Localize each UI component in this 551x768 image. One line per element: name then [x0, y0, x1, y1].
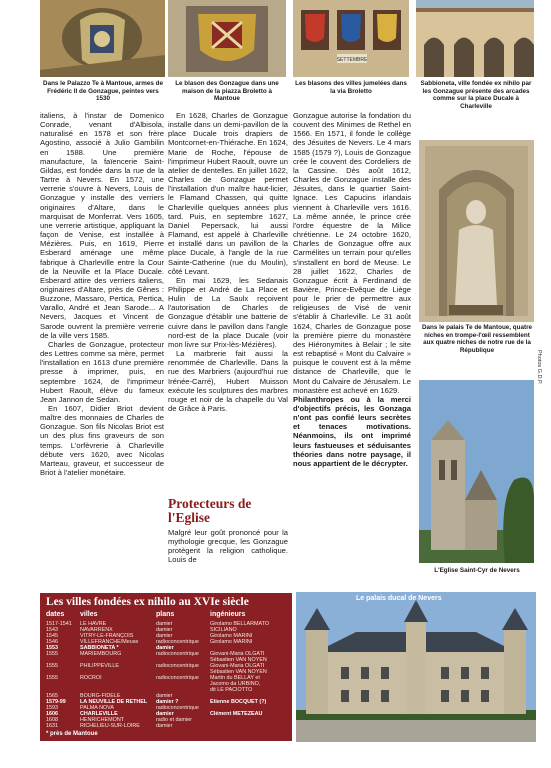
cell-ville: LE HAVRE: [80, 621, 107, 627]
cell-ville: VITRY-LE-FRANÇOIS: [80, 633, 134, 639]
niche-statue-image: [419, 140, 534, 322]
article-column-2b: [168, 528, 288, 565]
caption-palais-ducal: Le palais ducal de Nevers: [356, 595, 442, 602]
cell-date: 1565: [46, 693, 58, 699]
paragraph: Charles de Gonzague, protecteur des Lettres comme sa mère, permet l'installation en 1613 d'une première presse à imprimer, puis, en septembre 1624, de l'imprimeur Hubert Raoult, élève du fameux Jean Jannon de Sedan.: [40, 339, 164, 404]
cell-ingenieur: Girolamo MARINI: [210, 639, 253, 645]
cell-date: 1608: [46, 717, 58, 723]
cathedral-image: [419, 380, 534, 563]
cell-ingenieur: Etienne BOCQUET (?): [210, 699, 267, 705]
photo-palais-ducal-nevers: [296, 592, 536, 742]
cell-ingenieur: Giovani-Maria OLGATI: [210, 651, 265, 657]
street-sign-text: SETTEMBRE: [336, 57, 368, 63]
cell-plan: damier: [156, 627, 173, 633]
header-plans: plans: [156, 611, 175, 618]
photo-broletto-blason: [168, 0, 286, 77]
cell-ingenieur: Jacomo da URBINO,: [210, 681, 261, 687]
cell-ville: PHILIPPEVILLE: [80, 663, 119, 669]
cell-plan: damier: [156, 711, 174, 717]
cell-date: 1517-1541: [46, 621, 72, 627]
cell-date: 1545: [46, 633, 58, 639]
cell-plan: radioconcentrique: [156, 663, 199, 669]
cell-ville: HENRICHEMONT: [80, 717, 125, 723]
header-ingenieurs: ingénieurs: [210, 611, 246, 618]
cell-plan: radioconcentrique: [156, 651, 199, 657]
cell-plan: radioconcentrique: [156, 675, 199, 681]
cell-ingenieur: Giovani-Maria OLGATI: [210, 663, 265, 669]
cell-ville: SABBIONETA *: [80, 645, 119, 651]
caption-saint-cyr: L'Eglise Saint-Cyr de Nevers: [434, 567, 520, 574]
palace-image: [296, 592, 536, 742]
article-column-2: [168, 111, 288, 413]
cell-date: 1631: [46, 723, 58, 729]
arms-fresco-image: [40, 0, 165, 77]
paragraph: En 1628, Charles de Gonzague installe dans un demi-pavillon de la place Ducale trois drapiers de Montcornet-en-Thiérache. En 1624, Marie de Roche, l'épouse de l'imprimeur Hubert Raoult, ouvre un atelier de dentelles. En juillet 1622, Charles de Gonzague permet l'installation d'un maître haut-licier, le Flamand Chassen, qui quitte Charleville quelques années plus tard. Puis, en septembre 1627, Daniel Pepersack, lui aussi Flamand, est appelé à Charleville et installé dans un pavillon de la place Ducale, à l'angle de la rue Sainte-Catherine (rue du Moulin), côté Levant.: [168, 111, 288, 276]
cell-ingenieur: Girolamo BELLARMATO: [210, 621, 270, 627]
table-title: Les villes fondées ex nihilo au XVIe siècle: [46, 596, 249, 608]
photo-palazzo-te-arms: [40, 0, 165, 77]
cell-ingenieur: Girolamo MARINI: [210, 633, 253, 639]
cell-ville: MARIEMBOURG: [80, 651, 122, 657]
photo-palais-te-niches: [419, 140, 534, 322]
paragraph: italiens, à l'instar de Domenico Conrade, venant d'Albisola, naturalisé en 1578 et son frère Agostino, associé à Julio Gambilin en 1588. Une première manufacture, la faïencerie Saint-Gildas, est fondée dans la rue de la Tartre à Nevers. En 1572, une verrerie s'ouvre à Nevers, Louis de Gonzague y installe des verriers originaires d'Altare, dans le marquisat de Monferrat. Vers 1605, une verrerie artistique, appliquant la façon de Venise, est installée à Mézières. Puis, en 1619, Pierre Esberard aménage une même fabrique à Charleville entre la Cour de la Neuville et la Place Ducale. Esberard attire des verriers italiens, originaires d'Altare, près de Gênes : Buzzone, Massaro, Pertica, Pertica, Varallo, André et Jean Sarode... A Nevers, Jacques et Vincent de Sarode ouvrent la première verrerie de la ville vers 1585.: [40, 111, 164, 340]
conclusion-paragraph: Philanthropes ou à la merci d'objectifs précis, les Gonzaga n'ont pas confié leurs secrètes et tenaces motivations. Néanmoins, ils ont imprimé leurs fastueuses et séduisantes théories dans notre paysage, il nous appartient de le décrypter.: [293, 394, 411, 468]
cell-date: 1555: [46, 651, 58, 657]
town-blasons-image: [293, 0, 409, 77]
cell-date: 1546: [46, 639, 58, 645]
cell-ville: BOURG-FIDELE: [80, 693, 121, 699]
cell-ville: VILLEFRANCHE/Meuse: [80, 639, 139, 645]
photo-via-broletto-blasons: [293, 0, 409, 77]
cell-plan: radioconcentrique: [156, 639, 199, 645]
paragraph: En mai 1629, les Sedanais Philippe et André de La Place et Hulin de La Saulx reçoivent l'autorisation de Charles de Gonzague d'établir une batterie de cuivre dans le pavillon dans l'angle nord-est de la place Ducale (voir mon livre sur Prix-lès-Mézières).: [168, 275, 288, 349]
paragraph: La marbrerie fait aussi la renommée de Charleville. Dans la rue des Marbriers (aujourd'hui rue Irénée-Carré), Hubert Muisson exécute les sculptures des marbres rouge et noir de la chapelle du Val de Grâce à Paris.: [168, 349, 288, 413]
caption-sabbioneta: Sabbioneta, ville fondée ex nihilo par les Gonzague présente des arcades comme sur la place Ducale à Charleville: [420, 80, 532, 110]
cell-ville: PALMA NOVA: [80, 705, 114, 711]
paragraph: Gonzague autorise la fondation du couvent des Minimes de Rethel en 1566. En 1571, il fonde le collège des Jésuites de Nevers. Le 4 mars 1585 (1579 ?), Louis de Gonzague crée le couvent des Cordeliers de la Cassine. Dès août 1612, Charles de Gonzague installe des Jésuites, dans le quartier Saint-Ignace. Les Capucins irlandais viennent à Charleville vers 1616. La même année, le prince crée l'ordre équestre de la Milice chrétienne. Le 24 octobre 1620, Charles de Gonzague offre aux Carmélites un terrain pour qu'elles s'installent en bord de Meuse. Le 28 juillet 1622, Charles de Gonzague écrit à Ferdinand de Bavière, Prince-Evêque de Liège pour le prier de permettre aux religieuses de Visé de venir s'établir à Charleville. Le 31 août 1624, Charles de Gonzague pose la première pierre du monastère des Hiéronymites à Belair ; le site est rebaptisé « Mont du Calvaire » puisque le couvent est à la même distance de Charleville, que le Mont du Calvaire de Jérusalem. Le monastère est achevé en 1629.: [293, 111, 411, 395]
article-column-1: [40, 111, 164, 477]
cell-plan: damier: [156, 633, 173, 639]
caption-palais-te-niches: Dans le palais Te de Mantoue, quatre niches en trompe-l'œil ressemblent aux quatre niches de notre rue de la République: [421, 324, 533, 354]
cell-ingenieur: dit LE PACIOTTO: [210, 687, 253, 693]
table-footnote: * près de Mantoue: [46, 731, 98, 737]
cell-plan: damier: [156, 645, 174, 651]
caption-via-broletto: Les blasons des villes jumelées dans la via Broletto: [295, 80, 407, 95]
cell-ville: LA NEUVILLE DE RETHEL: [80, 699, 148, 705]
cell-ville: ROCROI: [80, 675, 102, 681]
cell-plan: damier: [156, 693, 173, 699]
cell-date: 1553: [46, 645, 58, 651]
cell-date: 1606: [46, 711, 58, 717]
cell-date: 1593: [46, 705, 58, 711]
paragraph: En 1607, Didier Briot devient maître des monnaies de Charles de Gonzague. Son fils Nicolas Briot est un des plus fins graveurs de son temps. L'orfèvrerie à Charleville débute vers 1620, avec Nicolas Marteau, graveur, et successeur de Briot à l'atelier monétaire.: [40, 404, 164, 478]
cell-date: 1555: [46, 675, 58, 681]
cell-ingenieur: Martin du BELLAY et: [210, 675, 260, 681]
cell-plan: damier: [156, 723, 173, 729]
arcades-image: [416, 0, 534, 77]
caption-palazzo-te: Dans le Palazzo Te à Mantoue, armes de Frédéric II de Gonzague, peintes vers 1530: [43, 80, 163, 103]
cell-date: 1555: [46, 663, 58, 669]
cell-ville: RICHELIEU-SUR-LOIRE: [80, 723, 140, 729]
paragraph: Malgré leur goût prononcé pour la mythologie grecque, les Gonzague protègent la religion catholique. Louis de: [168, 528, 288, 565]
cell-date: 1543: [46, 627, 58, 633]
cell-plan: radioconcentrique: [156, 705, 199, 711]
caption-broletto-blason: Le blason des Gonzague dans une maison de la piazza Broletto à Mantoue: [175, 80, 279, 103]
cell-ingenieur: Sébastien VAN NOYEN: [210, 669, 267, 675]
cell-date: 1579-99: [46, 699, 66, 705]
cell-plan: damier ?: [156, 699, 179, 705]
cell-ville: NAVARRENX: [80, 627, 113, 633]
photo-sabbioneta-arcades: [416, 0, 534, 77]
cell-ingenieur: SICILIANO: [210, 627, 237, 633]
blason-image: [168, 0, 286, 77]
villes-fondees-table: [40, 593, 292, 741]
photo-saint-cyr-nevers: [419, 380, 534, 563]
cell-plan: radio et damier: [156, 717, 192, 723]
cell-ingenieur: Clément METEZEAU: [210, 711, 263, 717]
cell-ingenieur: Sébastien VAN NOYEN: [210, 657, 267, 663]
header-villes: villes: [80, 611, 98, 618]
article-column-3: [293, 111, 411, 468]
photo-credit: Photos G.D.P.: [536, 350, 542, 385]
header-dates: dates: [46, 611, 65, 618]
cell-plan: damier: [156, 621, 173, 627]
cell-ville: CHARLEVILLE: [80, 711, 118, 717]
section-heading-protecteurs: Protecteurs de l'Eglise: [168, 496, 252, 525]
